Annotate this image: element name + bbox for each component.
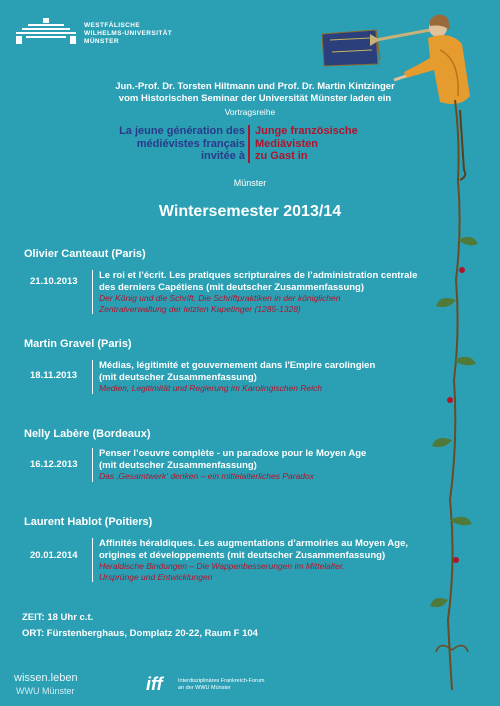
talk-date: 16.12.2013	[30, 459, 78, 470]
series-title-french	[100, 125, 245, 163]
talk-title-line: Le roi et l’écrit. Les pratiques scripturaires de l’administration centrale	[99, 270, 418, 281]
talk-block	[92, 270, 469, 314]
speaker-name: Laurent Hablot (Poitiers)	[24, 516, 153, 528]
talk-block	[92, 448, 469, 482]
event-place: ORT: Fürstenberghaus, Domplatz 20-22, Raum F 104	[22, 628, 258, 639]
talk-german-line: Zentralverwaltung der letzten Kapetinger (1285-1328)	[99, 303, 301, 314]
event-info	[22, 610, 258, 642]
talk-german-line: Der König und die Schrift. Die Schriftpraktiken in der königlichen	[99, 293, 341, 303]
speaker-name: Nelly Labère (Bordeaux)	[24, 428, 151, 440]
trumpeter-illustration-icon	[310, 0, 500, 706]
talk-title-line: Médias, légitimité et gouvernement dans l'Empire carolingien	[99, 360, 376, 371]
talk-title-line: des derniers Capétiens (mit deutscher Zusammenfassung)	[99, 281, 365, 293]
talk-date: 20.01.2014	[30, 550, 78, 561]
intro-line: vom Historischen Seminar der Universität Münster laden ein	[118, 93, 392, 104]
title-fr-line: médiévistes français	[136, 137, 245, 150]
speaker-name: Olivier Canteaut (Paris)	[24, 248, 146, 260]
invitation-text	[60, 81, 450, 105]
title-fr-line: invitée à	[200, 150, 245, 162]
university-line: WESTFÄLISCHE	[84, 22, 141, 29]
talk-german-line: Heraldische Bindungen – Die Wappenbesserungen im Mittelalter.	[99, 561, 345, 571]
talk-block	[92, 538, 469, 582]
talk-title-line: (mit deutscher Zusammenfassung)	[99, 459, 257, 471]
series-label: Vortragsreihe	[224, 107, 276, 117]
event-time: ZEIT: 18 Uhr c.t.	[22, 612, 94, 623]
wwu-logo-text: WWU Münster	[16, 686, 75, 696]
title-de-line: zu Gast in	[255, 150, 308, 162]
talk-german-line: Medien, Legitimität und Regierung im Karolingischen Reich	[99, 383, 323, 393]
city-label: Münster	[233, 178, 267, 188]
intro-line: Jun.-Prof. Dr. Torsten Hiltmann und Prof. Dr. Martin Kintzinger	[115, 81, 395, 92]
speaker-name: Martin Gravel (Paris)	[24, 338, 132, 350]
university-line: MÜNSTER	[84, 38, 119, 45]
iff-line: an der WWU Münster	[178, 685, 231, 691]
title-de-line: Junge französische	[255, 125, 358, 137]
talk-title-line: (mit deutscher Zusammenfassung)	[99, 371, 257, 383]
wissen-leben-logo: wissen.leben	[14, 672, 78, 684]
title-fr-line: La jeune génération des	[119, 125, 245, 137]
talk-german-line: Ursprünge und Entwicklungen	[99, 571, 213, 582]
semester-heading: Wintersemester 2013/14	[158, 203, 342, 220]
talk-title-line: Affinités héraldiques. Les augmentations d’armoiries au Moyen Age,	[99, 538, 408, 549]
title-de-line: Mediävisten	[255, 137, 318, 150]
series-title-german	[248, 125, 405, 163]
university-line: WILHELMS-UNIVERSITÄT	[84, 30, 173, 37]
talk-title-line: Penser l’oeuvre complète - un paradoxe pour le Moyen Age	[99, 448, 367, 459]
university-logo-icon	[16, 18, 76, 44]
iff-line: Interdisziplinäres Frankreich-Forum	[178, 678, 265, 684]
talk-date: 18.11.2013	[30, 370, 78, 381]
talk-date: 21.10.2013	[30, 276, 78, 287]
talk-block	[92, 360, 469, 394]
talk-german-line: Das ‚Gesamtwerk‘ denken – ein mittelalterliches Paradox	[99, 471, 314, 481]
iff-name	[178, 678, 265, 692]
iff-logo: iff	[146, 674, 163, 694]
university-name	[84, 22, 172, 46]
talk-title-line: origines et développements (mit deutscher Zusammenfassung)	[99, 549, 386, 561]
